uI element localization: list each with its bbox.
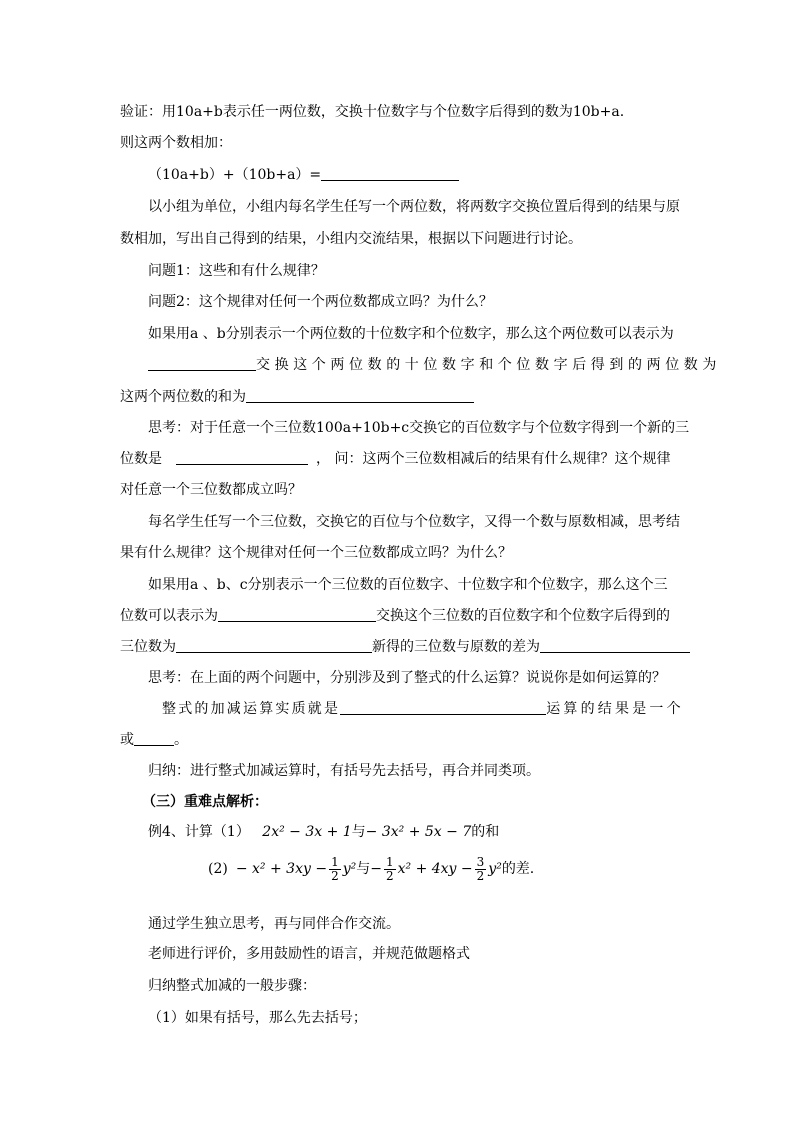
answer-blank[interactable] xyxy=(176,450,308,465)
text: 位数是 xyxy=(120,451,162,467)
line-three-swap xyxy=(120,638,675,656)
line-or xyxy=(120,731,675,749)
sum-expression: （10a+b）+（10b+a）= xyxy=(148,167,322,183)
numerator: 1 xyxy=(331,854,339,869)
answer-blank[interactable] xyxy=(321,166,459,181)
line-if-ab xyxy=(148,325,703,343)
example-4-part-2 xyxy=(208,852,763,886)
text: 如果用a 、b分别表示一个两位数的十位数字和个位数字，那么这个两位数可以表示为 xyxy=(148,326,674,342)
line-group-2 xyxy=(120,230,675,248)
math-expression: x² + 4xy − xyxy=(397,861,473,877)
text: 则这两个数相加： xyxy=(120,135,232,151)
line-teacher xyxy=(148,945,703,963)
denominator: 2 xyxy=(385,868,394,883)
text: （1）如果有括号，那么先去括号； xyxy=(148,1010,367,1026)
section-heading xyxy=(142,793,697,811)
text: 思考：对于任意一个三位数100a+10b+c交换它的百位数字与个位数字得到一个新的三 xyxy=(148,420,690,436)
line-each-student-2 xyxy=(120,544,675,562)
line-if-abc xyxy=(148,576,703,594)
text: 归纳：进行整式加减运算时，有括号先去括号，再合并同类项。 xyxy=(148,763,540,779)
text: 问题2：这个规律对任何一个两位数都成立吗？为什么？ xyxy=(148,294,493,310)
denominator: 2 xyxy=(476,868,485,883)
text: 每名学生任写一个三位数，交换它的百位与个位数字，又得一个数与原数相减，思考结 xyxy=(148,514,680,530)
fraction-one-half xyxy=(329,856,341,883)
text: 通过学生独立思考，再与同伴合作交流。 xyxy=(148,916,400,932)
line-essence xyxy=(162,700,684,718)
line-add-two xyxy=(120,134,675,152)
text: 这两个两位数的和为 xyxy=(120,389,246,405)
text: 例4、计算（1） xyxy=(148,824,250,840)
denominator: 2 xyxy=(331,868,339,883)
text: 交换这个三位数的百位数字和个位数字后得到的 xyxy=(376,608,670,624)
math-expression: − x² + 3xy − xyxy=(235,861,328,877)
answer-blank[interactable] xyxy=(540,638,690,653)
math-expression: y² xyxy=(488,861,502,877)
line-each-student-1 xyxy=(148,513,703,531)
text: 归纳整式加减的一般步骤： xyxy=(148,978,316,994)
line-steps-title xyxy=(148,977,703,995)
text: 运算的结果是一个 xyxy=(546,701,684,717)
text: ， 问：这两个三位数相减后的结果有什么规律？这个规律 xyxy=(316,451,671,467)
answer-blank[interactable] xyxy=(246,388,474,403)
line-question-2 xyxy=(148,293,703,311)
line-swap-two xyxy=(120,356,721,374)
text: 。 xyxy=(174,732,188,748)
line-sum-expr xyxy=(148,166,703,184)
text: 老师进行评价，多用鼓励性的语言，并规范做题格式 xyxy=(148,946,470,962)
line-new-three xyxy=(120,450,675,468)
example-4-part-1 xyxy=(148,823,703,841)
fraction-one-half xyxy=(384,856,396,883)
text: 思考：在上面的两个问题中，分别涉及到了整式的什么运算？说说你是如何运算的？ xyxy=(148,670,666,686)
text: 果有什么规律？这个规律对任何一个三位数都成立吗？为什么？ xyxy=(120,545,512,561)
line-think-ops xyxy=(148,669,703,687)
text: 整式的加减运算实质就是 xyxy=(162,701,341,717)
text: 与 xyxy=(356,861,371,877)
line-question-1 xyxy=(148,262,703,280)
numerator: 3 xyxy=(476,854,485,869)
answer-blank[interactable] xyxy=(218,607,376,622)
answer-blank[interactable] xyxy=(134,731,174,746)
math-expression: y² xyxy=(342,861,357,877)
text: 交换这个两位数的十位数字和个位数字后得到的两位数为 xyxy=(256,357,721,373)
line-think-alone xyxy=(148,915,703,933)
line-group-1 xyxy=(148,198,703,216)
text: 三位数为 xyxy=(120,639,176,655)
line-summary xyxy=(148,762,703,780)
math-expression: − xyxy=(370,861,382,877)
line-three-expr xyxy=(120,607,675,625)
text: 对任意一个三位数都成立吗？ xyxy=(120,482,302,498)
line-sum-two xyxy=(120,388,675,406)
line-any-three xyxy=(120,481,675,499)
line-verify xyxy=(120,103,675,121)
math-expression: 2x² − 3x + 1 xyxy=(262,824,352,840)
text: 位数可以表示为 xyxy=(120,608,218,624)
text: 新得的三位数与原数的差为 xyxy=(372,639,540,655)
numerator: 1 xyxy=(385,854,394,869)
text: 的和 xyxy=(471,824,500,840)
text: 或 xyxy=(120,732,134,748)
line-think-three xyxy=(148,419,703,437)
line-step-1 xyxy=(148,1009,703,1027)
answer-blank[interactable] xyxy=(148,356,256,371)
answer-blank[interactable] xyxy=(176,638,372,653)
text: 验证：用10a+b表示任一两位数，交换十位数字与个位数字后得到的数为10b+a. xyxy=(120,104,625,120)
fraction-three-halves xyxy=(475,856,487,883)
text: 与 xyxy=(351,824,366,840)
text: 数相加，写出自己得到的结果，小组内交流结果，根据以下问题进行讨论。 xyxy=(120,231,582,247)
text: (2) xyxy=(208,861,228,877)
section-title: （三）重难点解析： xyxy=(142,794,268,810)
text: 如果用a 、b、c分别表示一个三位数的百位数字、十位数字和个位数字，那么这个三 xyxy=(148,577,668,593)
answer-blank[interactable] xyxy=(340,700,546,715)
math-expression: − 3x² + 5x − 7 xyxy=(365,824,472,840)
text: 的差. xyxy=(501,861,535,877)
text: 以小组为单位，小组内每名学生任写一个两位数，将两数字交换位置后得到的结果与原 xyxy=(148,199,680,215)
text: 问题1：这些和有什么规律？ xyxy=(148,263,325,279)
